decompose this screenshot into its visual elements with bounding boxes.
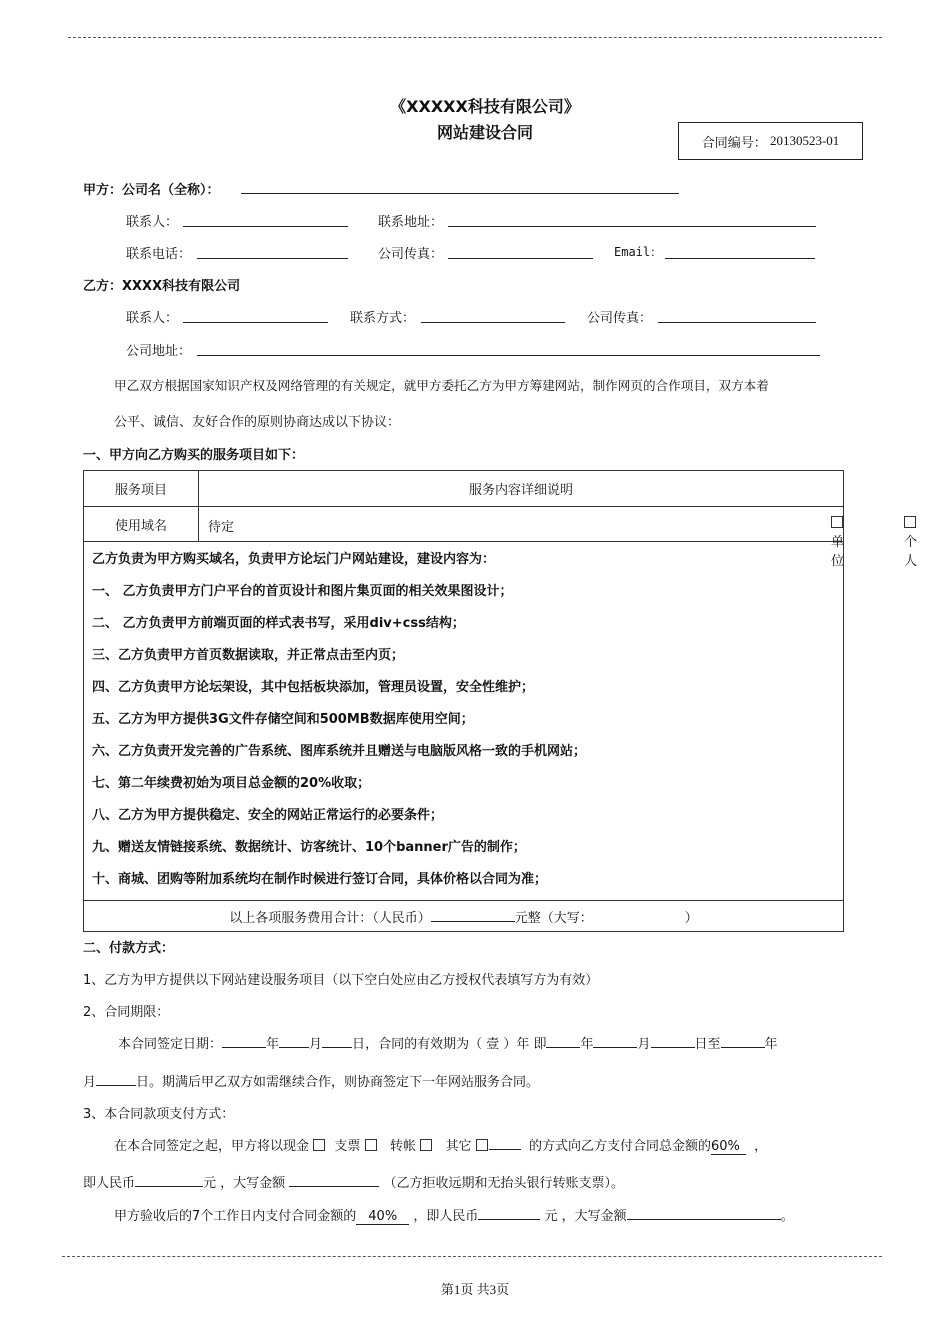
- sign-day-field[interactable]: [322, 1033, 352, 1048]
- start-month-field[interactable]: [593, 1033, 637, 1048]
- month-label: 月: [83, 1075, 97, 1090]
- content-item: 一、 乙方负责甲方门户平台的首页设计和图片集页面的相关效果图设计；: [92, 584, 513, 599]
- checkbox-icon[interactable]: [476, 1139, 488, 1151]
- party-a-label: 甲方：公司名（全称）：: [83, 183, 220, 198]
- other-method-field[interactable]: [489, 1135, 521, 1150]
- checkbox-icon[interactable]: [313, 1139, 325, 1151]
- party-a-phone-label: 联系电话：: [126, 247, 192, 262]
- capital-amount-label: ，大写金额: [561, 1209, 627, 1224]
- content-item: 五、乙方为甲方提供3G文件存储空间和500MB数据库使用空间；: [92, 712, 474, 727]
- option-cheque-label: 支票: [334, 1139, 361, 1154]
- bottom-dashed-rule: [62, 1256, 882, 1257]
- content-item: 二、 乙方负责甲方前端页面的样式表书写，采用div+css结构；: [92, 616, 465, 631]
- checkbox-icon[interactable]: [420, 1139, 432, 1151]
- sign-month-field[interactable]: [279, 1033, 309, 1048]
- content-item: 三、乙方负责甲方首页数据读取，并正常点击至内页；: [92, 648, 405, 663]
- year-label: 年: [266, 1037, 280, 1052]
- content-item: 八、乙方为甲方提供稳定、安全的网站正常运行的必要条件；: [92, 808, 444, 823]
- final-payment-percent: 40%: [356, 1209, 409, 1225]
- table-header-item: 服务项目: [84, 471, 199, 507]
- final-payment-text: 甲方验收后的7个工作日内支付合同金额的: [114, 1209, 357, 1224]
- party-a-email-field[interactable]: [665, 258, 815, 259]
- total-mid: 元整（大写：: [514, 910, 593, 926]
- party-b-method-label: 联系方式：: [350, 311, 416, 326]
- top-dashed-rule: [68, 37, 882, 38]
- final-payment-line: 甲方验收后的7个工作日内支付合同金额的 40% ，即人民币 元 ，大写金额 。: [114, 1205, 794, 1224]
- content-item: 九、赠送友情链接系统、数据统计、访客统计、10个banner广告的制作；: [92, 840, 526, 855]
- party-b-address-label: 公司地址：: [126, 344, 192, 359]
- contract-number-label: 合同编号：: [701, 134, 767, 150]
- party-a-fax-field[interactable]: [448, 258, 593, 259]
- party-b-address-field[interactable]: [197, 355, 820, 356]
- total-prefix: 以上各项服务费用合计：（人民币）: [229, 910, 431, 926]
- service-table: [83, 470, 918, 932]
- party-a-contact-field[interactable]: [183, 226, 348, 227]
- content-item: 乙方负责为甲方购买域名，负责甲方论坛门户网站建设，建设内容为：: [92, 552, 496, 567]
- page-number: 第1页 共3页: [440, 1282, 510, 1297]
- party-a-fax-label: 公司传真：: [378, 247, 444, 262]
- checkbox-icon: [831, 516, 843, 528]
- final-payment-amount-field[interactable]: [478, 1205, 540, 1220]
- end-month-day-field[interactable]: [96, 1071, 136, 1086]
- yuan-label: 元: [203, 1176, 217, 1191]
- checkbox-icon[interactable]: [365, 1139, 377, 1151]
- year-label: 年: [580, 1037, 594, 1052]
- party-b-method-field[interactable]: [421, 322, 565, 323]
- party-a-name-field[interactable]: [241, 193, 679, 194]
- service-content-cell: [84, 542, 844, 901]
- content-item: 十、商城、团购等附加系统均在制作时候进行签订合同，具体价格以合同为准；: [92, 872, 548, 887]
- capital-amount-label: ，大写金额: [220, 1176, 286, 1191]
- payment-item-2: 2、合同期限：: [83, 1005, 170, 1020]
- table-row: [84, 507, 844, 542]
- table-header-detail: 服务内容详细说明: [199, 471, 844, 507]
- total-suffix: ）: [684, 910, 698, 926]
- term-line-1: [118, 1033, 778, 1052]
- month-label: 月: [637, 1037, 651, 1052]
- table-header-row: [84, 471, 844, 507]
- start-day-field[interactable]: [651, 1033, 695, 1048]
- rmb-label: ，即人民币: [413, 1209, 479, 1224]
- content-item: 六、乙方负责开发完善的广告系统、图库系统并且赠送与电脑版风格一致的手机网站；: [92, 744, 587, 759]
- content-item: 七、第二年续费初始为项目总金额的20%收取；: [92, 776, 371, 791]
- rmb-label: 即人民币: [83, 1176, 136, 1191]
- party-b-fax-field[interactable]: [658, 322, 816, 323]
- start-year-field[interactable]: [546, 1033, 580, 1048]
- party-a-address-field[interactable]: [448, 226, 816, 227]
- contract-number-value: 20130523-01: [769, 133, 840, 148]
- term-renewal-text: 日。期满后甲乙双方如需继续合作，则协商签定下一年网站服务合同。: [136, 1075, 540, 1090]
- content-item: 四、乙方负责甲方论坛架设，其中包括板块添加，管理员设置，安全性维护；: [92, 680, 535, 695]
- payment-item-1: 1、乙方为甲方提供以下网站建设服务项目（以下空白处应由乙方授权代表填写方为有效）: [83, 973, 599, 988]
- contract-title-company: 《XXXXX科技有限公司》: [390, 97, 580, 116]
- table-row: [84, 901, 844, 932]
- intro-line-1: 甲乙双方根据国家知识产权及网络管理的有关规定，就甲方委托乙方为甲方筹建网站，制作网页的合作项目，双方本着: [114, 378, 769, 393]
- checkbox-icon: [904, 516, 916, 528]
- option-unit-label: 单位: [831, 535, 845, 569]
- day-label: 日: [352, 1037, 366, 1052]
- party-b-label: 乙方：XXXX科技有限公司: [83, 279, 241, 294]
- party-b-contact-field[interactable]: [183, 322, 328, 323]
- party-a-contact-label: 联系人：: [126, 215, 179, 230]
- final-payment-capital-field[interactable]: [627, 1205, 781, 1220]
- domain-value: 待定: [208, 520, 235, 535]
- party-a-address-label: 联系地址：: [378, 215, 444, 230]
- domain-label: 使用域名: [84, 507, 199, 542]
- yuan-label: 元: [544, 1209, 558, 1224]
- payment-amount-line: [83, 1172, 624, 1191]
- payment-ratio-text: 的方式向乙方支付合同总金额的: [528, 1139, 711, 1154]
- sign-year-field[interactable]: [222, 1033, 266, 1048]
- section-2-heading: 二、付款方式：: [83, 941, 175, 956]
- term-sign-date-label: 本合同签定日期：: [118, 1037, 223, 1052]
- option-transfer-label: 转帐: [389, 1139, 416, 1154]
- first-payment-amount-field[interactable]: [135, 1172, 203, 1187]
- intro-line-2: 公平、诚信、友好合作的原则协商达成以下协议：: [114, 415, 401, 430]
- end-year-field[interactable]: [721, 1033, 765, 1048]
- party-b-fax-label: 公司传真：: [587, 311, 653, 326]
- section-1-heading: 一、甲方向乙方购买的服务项目如下：: [83, 448, 305, 463]
- option-person[interactable]: [904, 516, 917, 569]
- party-a-phone-field[interactable]: [197, 258, 348, 259]
- year-label: 年: [764, 1037, 778, 1052]
- term-line-2: [83, 1071, 539, 1090]
- month-label: 月: [309, 1037, 323, 1052]
- option-other-label: 其它: [445, 1139, 472, 1154]
- total-amount-field[interactable]: [431, 907, 515, 922]
- party-a-email-label: Email：: [614, 245, 663, 259]
- day-to-label: 日至: [694, 1037, 721, 1052]
- contract-title: 网站建设合同: [436, 123, 533, 142]
- table-row: [84, 542, 844, 901]
- payment-item-3: 3、本合同款项支付方式：: [83, 1107, 235, 1122]
- party-b-contact-label: 联系人：: [126, 311, 179, 326]
- total-cell: [84, 901, 844, 932]
- payment-method-line: 在本合同签定之起，甲方将以现金 支票 转帐 其它 的方式向乙方支付合同总金额的60% ，: [114, 1135, 767, 1154]
- contract-number-box: [678, 122, 863, 160]
- first-payment-capital-field[interactable]: [289, 1172, 379, 1187]
- term-validity-text: ，合同的有效期为（ 壹 ）年 即: [365, 1037, 547, 1052]
- first-payment-percent: 60%: [711, 1139, 746, 1155]
- option-person-label: 个人: [904, 535, 918, 569]
- cheque-note: （乙方拒收远期和无抬头银行转账支票）。: [383, 1176, 624, 1191]
- payment-method-text: 在本合同签定之起，甲方将以现金: [114, 1139, 310, 1154]
